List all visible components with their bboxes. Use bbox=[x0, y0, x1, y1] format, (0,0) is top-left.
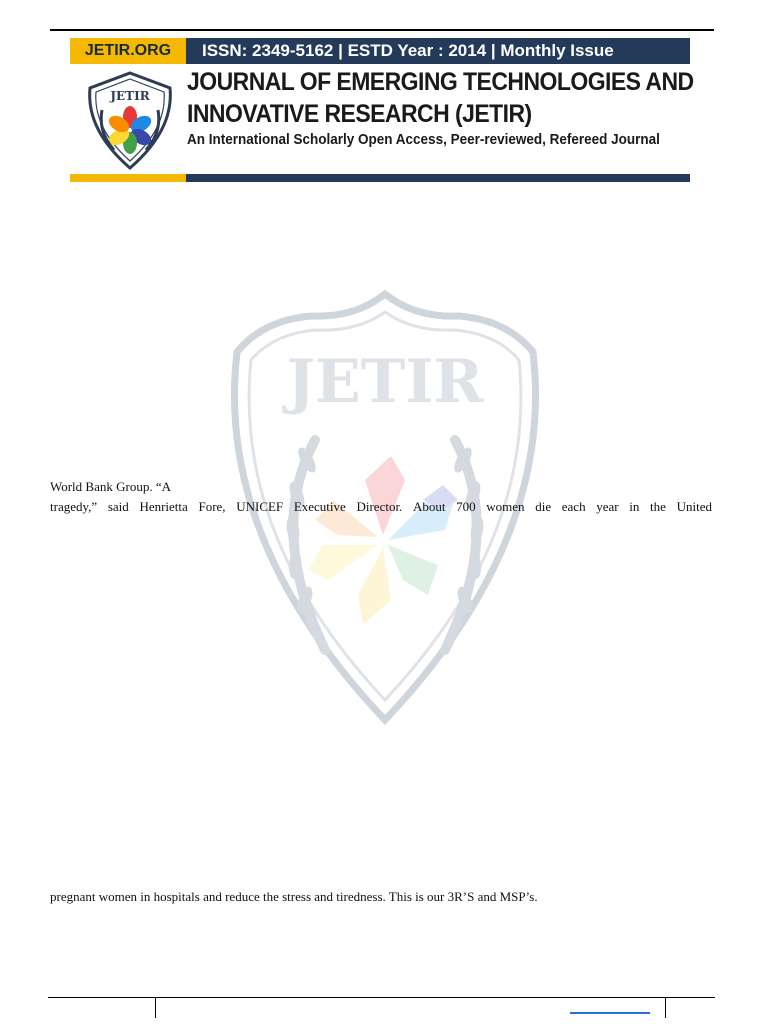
body-word: UNICEF bbox=[236, 499, 284, 514]
body-word: year bbox=[596, 499, 619, 514]
journal-banner bbox=[70, 38, 694, 184]
body-word: Director. bbox=[356, 499, 403, 514]
body-word: women bbox=[486, 499, 525, 514]
body-word: About bbox=[412, 499, 446, 514]
body-text-line: World Bank Group. “A bbox=[50, 479, 171, 494]
footer-rule bbox=[48, 997, 715, 998]
body-word: United bbox=[676, 499, 712, 514]
body-word: said bbox=[107, 499, 129, 514]
body-word: each bbox=[561, 499, 586, 514]
footer-link-underline[interactable] bbox=[570, 1012, 650, 1014]
body-word: Executive bbox=[293, 499, 346, 514]
body-text-line: pregnant women in hospitals and reduce the stress and tiredness. This is our 3R’S and MSP’s. bbox=[50, 889, 538, 904]
top-rule bbox=[50, 29, 714, 31]
footer-divider bbox=[155, 998, 156, 1018]
banner-body bbox=[70, 64, 694, 174]
banner-info-bar bbox=[70, 38, 690, 64]
footer-divider bbox=[665, 998, 666, 1018]
body-word: Henrietta bbox=[139, 499, 188, 514]
journal-tagline: An International Scholarly Open Access, Peer-reviewed, Refereed Journal bbox=[187, 131, 660, 148]
issn-line: ISSN: 2349-5162 | ESTD Year : 2014 | Monthly Issue bbox=[202, 41, 614, 60]
banner-bottom-bar bbox=[70, 174, 690, 182]
journal-title: JOURNAL OF EMERGING TECHNOLOGIES AND INNOVATIVE RESEARCH (JETIR) bbox=[187, 68, 694, 128]
body-word: in bbox=[629, 499, 640, 514]
body-word: die bbox=[535, 499, 552, 514]
site-name[interactable]: JETIR.ORG bbox=[70, 38, 186, 64]
svg-text:JETIR: JETIR bbox=[286, 347, 484, 417]
body-text-line-justified bbox=[50, 499, 712, 515]
body-word: Fore, bbox=[198, 499, 226, 514]
body-word: tragedy,” bbox=[50, 499, 98, 514]
body-word: the bbox=[650, 499, 666, 514]
body-word: 700 bbox=[456, 499, 476, 514]
svg-text:JETIR: JETIR bbox=[110, 89, 150, 103]
jetir-logo-icon bbox=[80, 70, 180, 172]
